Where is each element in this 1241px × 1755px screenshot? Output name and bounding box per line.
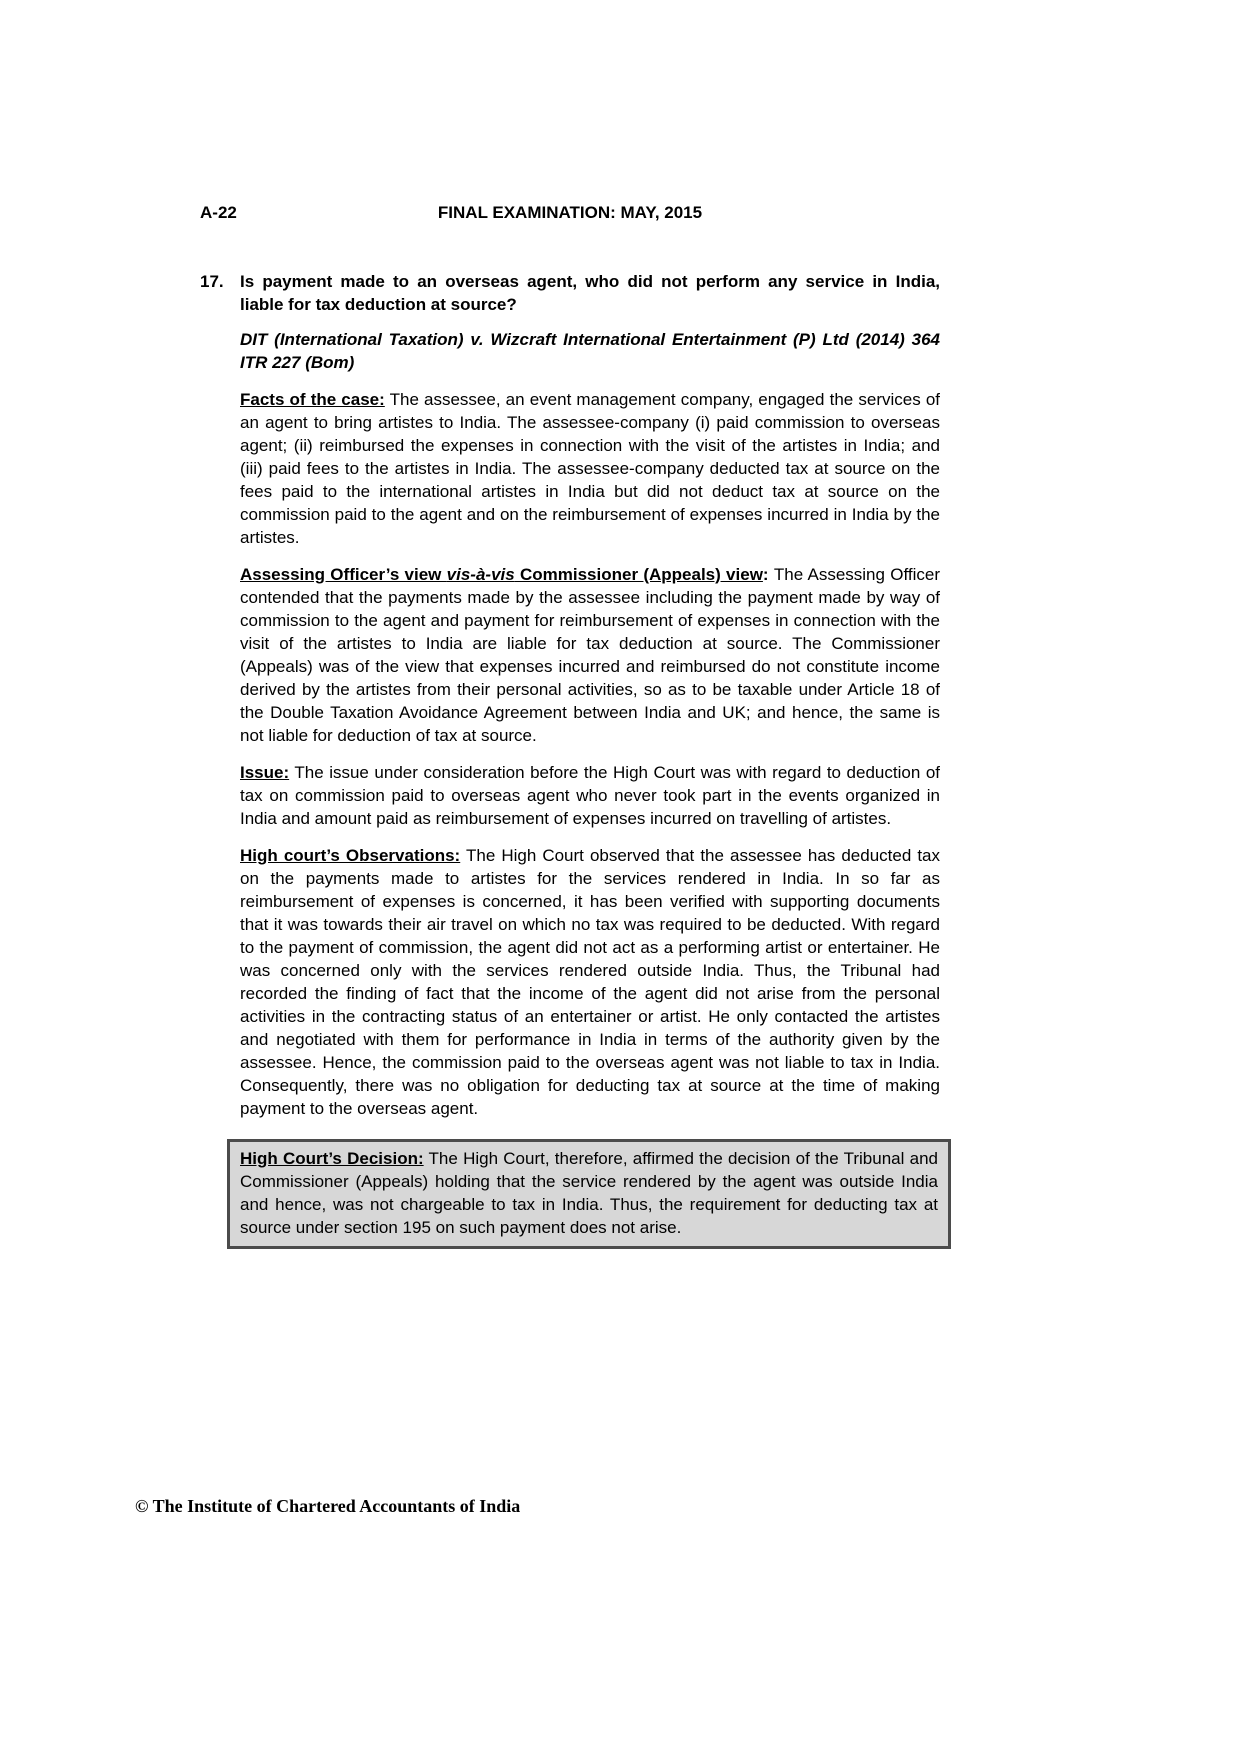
question-text: Is payment made to an overseas agent, who did not perform any service in India, liable for tax deduction at source? (240, 272, 940, 314)
high-court-decision-box (227, 1139, 951, 1249)
facts-body: The assessee, an event management company, engaged the services of an agent to bring artistes to India. The assessee-company (i) paid commission to overseas agent; (ii) reimbursed the expenses in connection with the visit of the artistes in India; and (iii) paid fees to the artistes in India. The assessee-company deducted tax at source on the fees paid to the international artistes in India but did not deduct tax at source on the commission paid to the agent and on the reimbursement of expenses incurred in India by the artistes. (240, 390, 941, 547)
ao-heading-separator: : (762, 565, 774, 584)
ao-heading-text-1: Assessing Officer’s view (240, 565, 447, 584)
copyright-footer: © The Institute of Chartered Accountants of India (135, 1496, 521, 1516)
page-number: A-22 (200, 203, 237, 222)
issue-paragraph (240, 761, 940, 830)
issue-body: The issue under consideration before the High Court was with regard to deduction of tax on commission paid to overseas agent who never took part in the events organized in India and amount paid as reimbursement of expenses incurred on travelling of artistes. (240, 763, 940, 828)
decision-heading: High Court’s Decision: (240, 1149, 424, 1168)
case-citation: DIT (International Taxation) v. Wizcraft International Entertainment (P) Ltd (2014) 364 ITR 227 (Bom) (240, 330, 940, 372)
assessing-officer-view-body: The Assessing Officer contended that the payments made by the assessee including the payment made by way of commission to the agent and payment for reimbursement of expenses in connection with the visit of the artistes to India are liable for tax deduction at source. The Commissioner (Appeals) was of the view that expenses incurred and reimbursed do not constitute income derived by the artistes from their personal activities, so as to be taxable under Article 18 of the Double Taxation Avoidance Agreement between India and UK; and hence, the same is not liable for deduction of tax at source. (240, 565, 940, 745)
ao-heading-text-2: Commissioner (Appeals) view (514, 565, 763, 584)
page-header (200, 203, 940, 223)
ao-heading-italic: vis-à-vis (446, 565, 515, 584)
document-content (200, 270, 940, 1249)
issue-heading: Issue: (240, 763, 290, 782)
question-body (240, 328, 940, 1249)
decision-body: The High Court, therefore, affirmed the decision of the Tribunal and Commissioner (Appeals) holding that the service rendered by the agent was outside India and hence, was not chargeable to tax in India. Thus, the requirement for deducting tax at source under section 195 on such payment does not arise. (240, 1149, 938, 1237)
observations-heading: High court’s Observations: (240, 846, 461, 865)
question-item (200, 270, 940, 316)
facts-heading: Facts of the case: (240, 390, 385, 409)
assessing-officer-view-paragraph (240, 563, 940, 747)
assessing-officer-view-heading (240, 565, 763, 584)
facts-paragraph (240, 388, 940, 549)
header-title: FINAL EXAMINATION: MAY, 2015 (437, 203, 703, 222)
observations-paragraph (240, 844, 940, 1120)
observations-body: The High Court observed that the assessee has deducted tax on the payments made to artistes for the services rendered in India. In so far as reimbursement of expenses is concerned, it has been verified with supporting documents that it was towards their air travel on which no tax was required to be deducted. With regard to the payment of commission, the agent did not act as a performing artist or entertainer. He was concerned only with the services rendered outside India. Thus, the Tribunal had recorded the finding of fact that the income of the agent did not arise from the personal activities in the contracting status of an entertainer or artist. He only contacted the artistes and negotiated with them for performance in India in terms of the authority given by the assessee. Hence, the commission paid to the overseas agent was not liable to tax in India. Consequently, there was no obligation for deducting tax at source at the time of making payment to the overseas agent. (240, 846, 941, 1118)
question-number: 17. (200, 272, 224, 291)
